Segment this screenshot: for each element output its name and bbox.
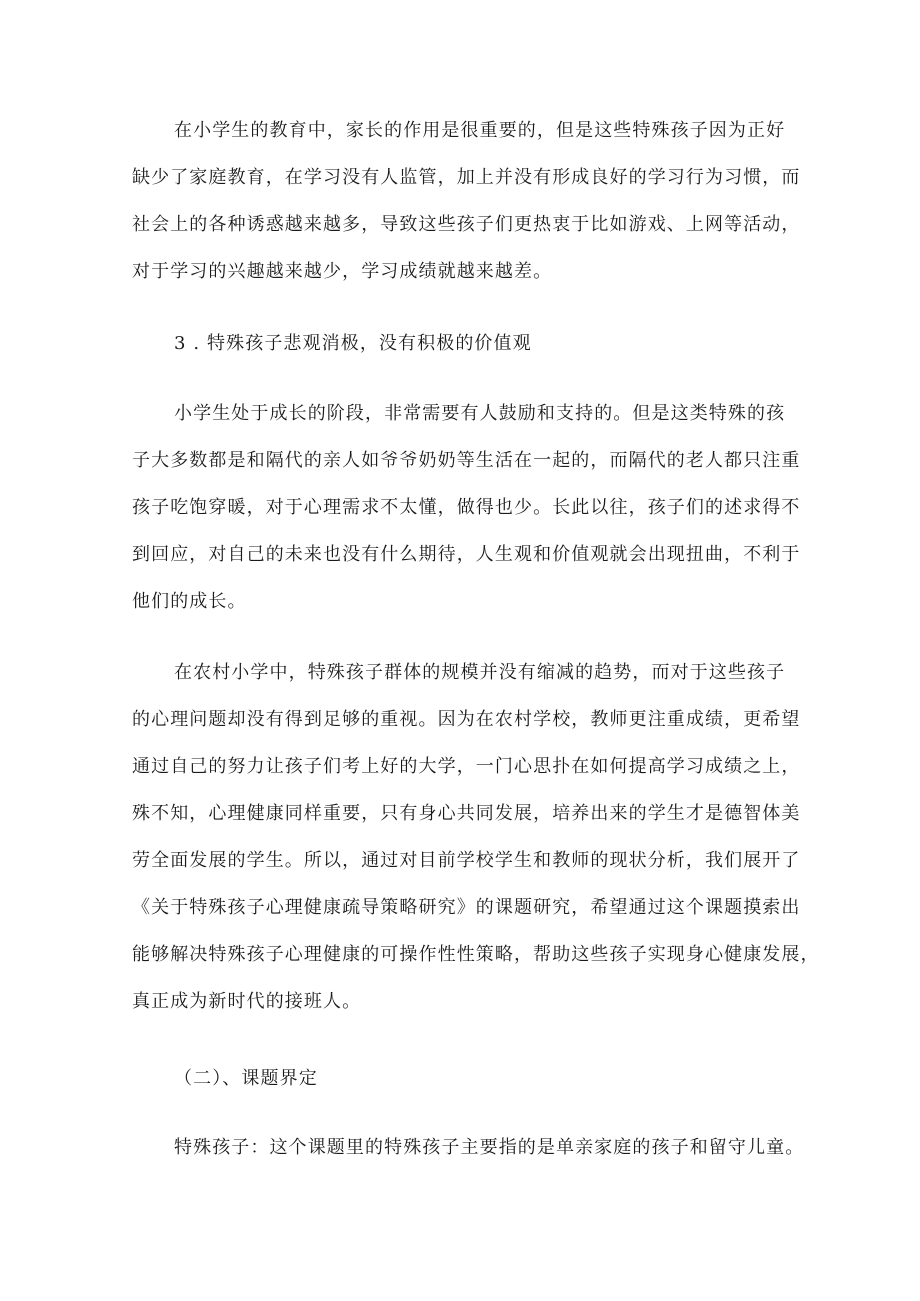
section-heading: （二）、课题界定: [174, 1068, 318, 1089]
paragraph-1-line-3: 社会上的各种诱惑越来越多，导致这些孩子们更热衷于比如游戏、上网等活动，: [132, 214, 801, 235]
paragraph-2-line-4: 到回应，对自己的未来也没有什么期待，人生观和价值观就会出现扭曲，不利于: [132, 544, 801, 565]
paragraph-2-line-1: 小学生处于成长的阶段，非常需要有人鼓励和支持的。但是这类特殊的孩: [174, 403, 786, 424]
paragraph-3-line-3: 通过自己的努力让孩子们考上好的大学，一门心思扑在如何提高学习成绩之上，: [132, 756, 801, 777]
paragraph-3-line-4: 殊不知，心理健康同样重要，只有身心共同发展，培养出来的学生才是德智体美: [132, 803, 801, 824]
paragraph-2-line-3: 孩子吃饱穿暖，对于心理需求不太懂，做得也少。长此以往，孩子们的述求得不: [132, 497, 801, 518]
paragraph-3-line-8: 真正成为新时代的接班人。: [132, 991, 362, 1012]
paragraph-3-line-5: 劳全面发展的学生。所以，通过对目前学校学生和教师的现状分析，我们展开了: [132, 850, 801, 871]
paragraph-3-line-6: 《关于特殊孩子心理健康疏导策略研究》的课题研究，希望通过这个课题摸索出: [132, 897, 801, 918]
paragraph-2-line-5: 他们的成长。: [132, 591, 247, 612]
paragraph-1-line-1: 在小学生的教育中，家长的作用是很重要的，但是这些特殊孩子因为正好: [174, 120, 786, 141]
heading-3: 3 . 特殊孩子悲观消极，没有积极的价值观: [174, 333, 532, 354]
paragraph-2-line-2: 子大多数都是和隔代的亲人如爷爷奶奶等生活在一起的，而隔代的老人都只注重: [132, 450, 801, 471]
paragraph-3-line-2: 的心理问题却没有得到足够的重视。因为在农村学校，教师更注重成绩，更希望: [132, 709, 801, 730]
paragraph-3-line-1: 在农村小学中，特殊孩子群体的规模并没有缩减的趋势，而对于这些孩子: [174, 662, 786, 683]
paragraph-3-line-7: 能够解决特殊孩子心理健康的可操作性性策略，帮助这些孩子实现身心健康发展，: [132, 944, 820, 965]
paragraph-1-line-4: 对于学习的兴趣越来越少，学习成绩就越来越差。: [132, 261, 553, 282]
definition-text: 特殊孩子：这个课题里的特殊孩子主要指的是单亲家庭的孩子和留守儿童。: [174, 1137, 805, 1158]
paragraph-1-line-2: 缺少了家庭教育，在学习没有人监管，加上并没有形成良好的学习行为习惯，而: [132, 167, 801, 188]
